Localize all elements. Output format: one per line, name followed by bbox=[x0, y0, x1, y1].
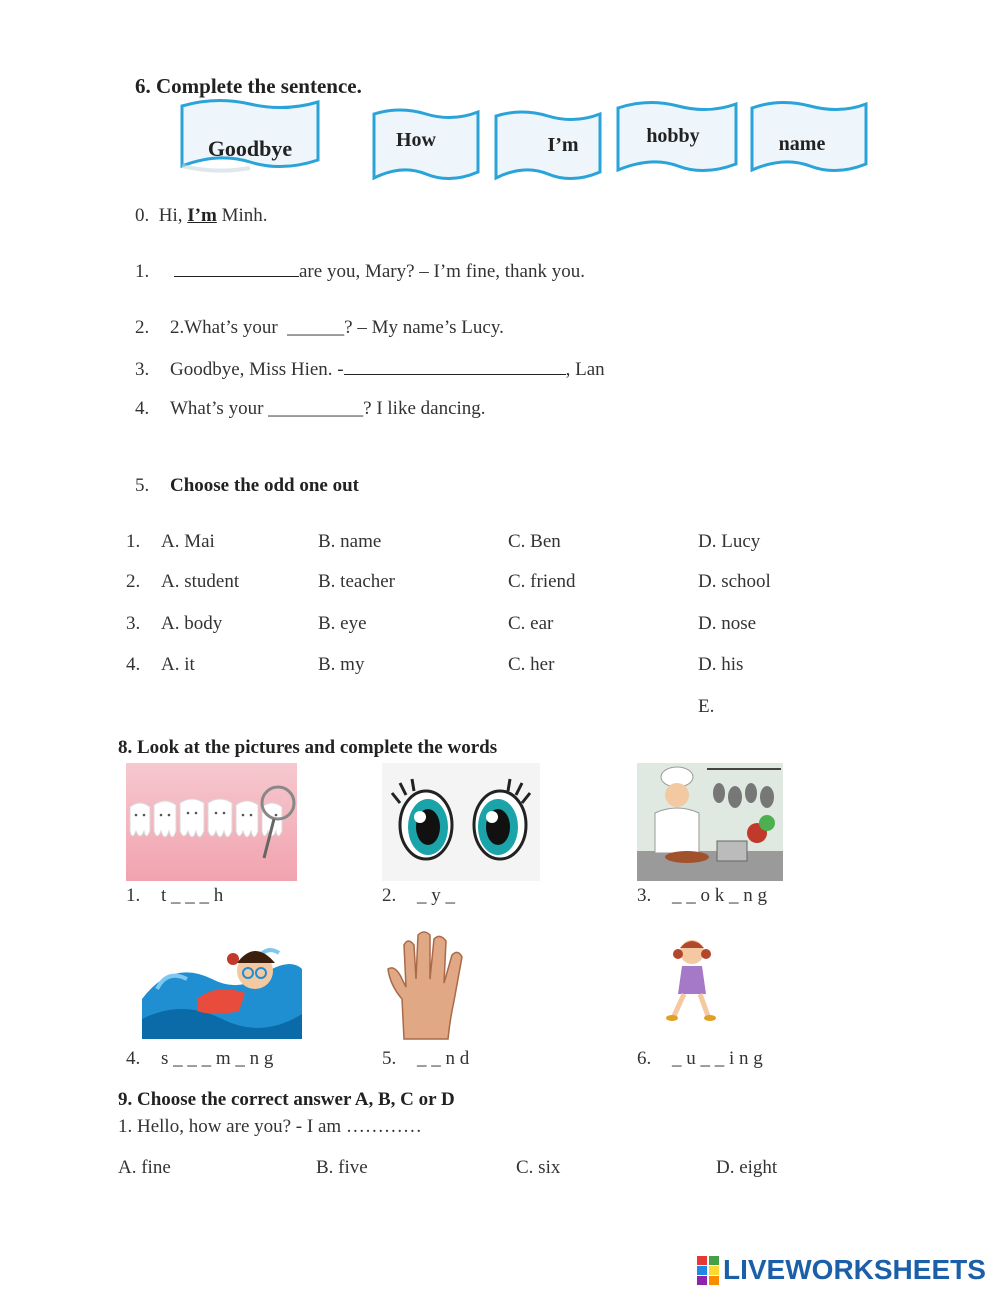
word-card-label: Goodbye bbox=[207, 136, 293, 161]
item-number: 3. bbox=[135, 359, 150, 380]
item-number: 4. bbox=[135, 398, 150, 419]
word-item-2: 2. _ y _ bbox=[382, 885, 455, 906]
answer-blank[interactable] bbox=[174, 262, 299, 277]
girl-swimming-picture bbox=[137, 929, 307, 1041]
answer-blank[interactable] bbox=[344, 360, 566, 375]
word-puzzle[interactable]: _ u _ _ i n g bbox=[672, 1048, 763, 1069]
option-d[interactable]: D. his bbox=[698, 654, 744, 675]
girl-running-picture bbox=[660, 938, 720, 1030]
answer-option-b[interactable]: B. five bbox=[316, 1157, 368, 1178]
word-item-3: 3. _ _ o k _ n g bbox=[637, 885, 767, 906]
sentence-item-1: 1. are you, Mary? – I’m fine, thank you. bbox=[135, 261, 585, 282]
sentence-item-2: 2. 2.What’s your ______? – My name’s Lucy. bbox=[135, 317, 504, 338]
word-puzzle[interactable]: _ _ n d bbox=[417, 1048, 470, 1069]
section-5-title: 5. Choose the odd one out bbox=[135, 475, 359, 496]
option-b[interactable]: B. teacher bbox=[318, 571, 396, 592]
word-card-goodbye[interactable] bbox=[176, 96, 324, 182]
item-number: 1. bbox=[135, 261, 150, 282]
word-puzzle[interactable]: t _ _ _ h bbox=[161, 885, 224, 906]
option-a[interactable]: A. student bbox=[161, 571, 240, 592]
item-number: 2. bbox=[135, 317, 150, 338]
word-card-name[interactable] bbox=[748, 98, 870, 184]
example-answer: I’m bbox=[187, 205, 217, 226]
section-6-title-text: Complete the sentence. bbox=[156, 74, 362, 98]
answer-option-d[interactable]: D. eight bbox=[716, 1157, 778, 1178]
word-card-hobby[interactable] bbox=[614, 98, 740, 184]
option-c[interactable]: C. her bbox=[508, 654, 555, 675]
word-card-label: I’m bbox=[547, 134, 579, 156]
swimming-icon bbox=[137, 929, 307, 1041]
option-c[interactable]: C. friend bbox=[508, 571, 576, 592]
option-a[interactable]: A. it bbox=[161, 654, 195, 675]
hand-picture bbox=[384, 929, 480, 1041]
question-1: 1. Hello, how are you? - I am ………… bbox=[118, 1116, 422, 1137]
logo-text: LIVEWORKSHEETS bbox=[723, 1254, 986, 1285]
section-5-number: 5. bbox=[135, 475, 150, 496]
chef-icon bbox=[637, 763, 783, 881]
example-sentence: 0. Hi, I’m Minh. bbox=[135, 205, 268, 226]
word-item-4: 4. s _ _ _ m _ n g bbox=[126, 1048, 274, 1069]
option-c[interactable]: C. Ben bbox=[508, 531, 561, 552]
word-puzzle[interactable]: s _ _ _ m _ n g bbox=[161, 1048, 274, 1069]
teeth-icon bbox=[126, 763, 297, 881]
chef-cooking-picture bbox=[637, 763, 783, 881]
option-d[interactable]: D. Lucy bbox=[698, 531, 761, 552]
word-card-label: name bbox=[778, 133, 826, 155]
word-card-label: How bbox=[396, 129, 436, 151]
word-card-label: hobby bbox=[646, 125, 700, 147]
word-puzzle[interactable]: _ _ o k _ n g bbox=[672, 885, 767, 906]
option-b[interactable]: B. my bbox=[318, 654, 365, 675]
section-8-title: 8. Look at the pictures and complete the words bbox=[118, 737, 498, 758]
teeth-picture bbox=[126, 763, 297, 881]
option-a[interactable]: A. Mai bbox=[161, 531, 215, 552]
option-d[interactable]: D. school bbox=[698, 571, 771, 592]
option-a[interactable]: A. body bbox=[161, 613, 223, 634]
word-puzzle[interactable]: _ y _ bbox=[417, 885, 455, 906]
running-icon bbox=[660, 938, 720, 1030]
live-logo-icon bbox=[697, 1256, 721, 1286]
word-card-how[interactable] bbox=[370, 106, 482, 190]
section-6-number: 6. bbox=[135, 74, 151, 98]
word-item-1: 1. t _ _ _ h bbox=[126, 885, 224, 906]
sentence-item-3: 3. Goodbye, Miss Hien. - , Lan bbox=[135, 359, 605, 380]
word-card-im[interactable] bbox=[492, 108, 604, 190]
section-9-title: 9. Choose the correct answer A, B, C or D bbox=[118, 1089, 455, 1110]
word-item-6: 6. _ u _ _ i n g bbox=[637, 1048, 763, 1069]
option-c[interactable]: C. ear bbox=[508, 613, 554, 634]
answer-option-c[interactable]: C. six bbox=[516, 1157, 561, 1178]
eyes-picture bbox=[382, 763, 540, 881]
option-d[interactable]: D. nose bbox=[698, 613, 757, 634]
hand-icon bbox=[384, 929, 480, 1041]
option-b[interactable]: B. name bbox=[318, 531, 382, 552]
answer-option-a[interactable]: A. fine bbox=[118, 1157, 171, 1178]
option-e: E. bbox=[698, 696, 715, 717]
sentence-item-4: 4. What’s your __________? I like dancing. bbox=[135, 398, 486, 419]
eyes-icon bbox=[382, 763, 540, 881]
word-item-5: 5. _ _ n d bbox=[382, 1048, 470, 1069]
option-b[interactable]: B. eye bbox=[318, 613, 367, 634]
